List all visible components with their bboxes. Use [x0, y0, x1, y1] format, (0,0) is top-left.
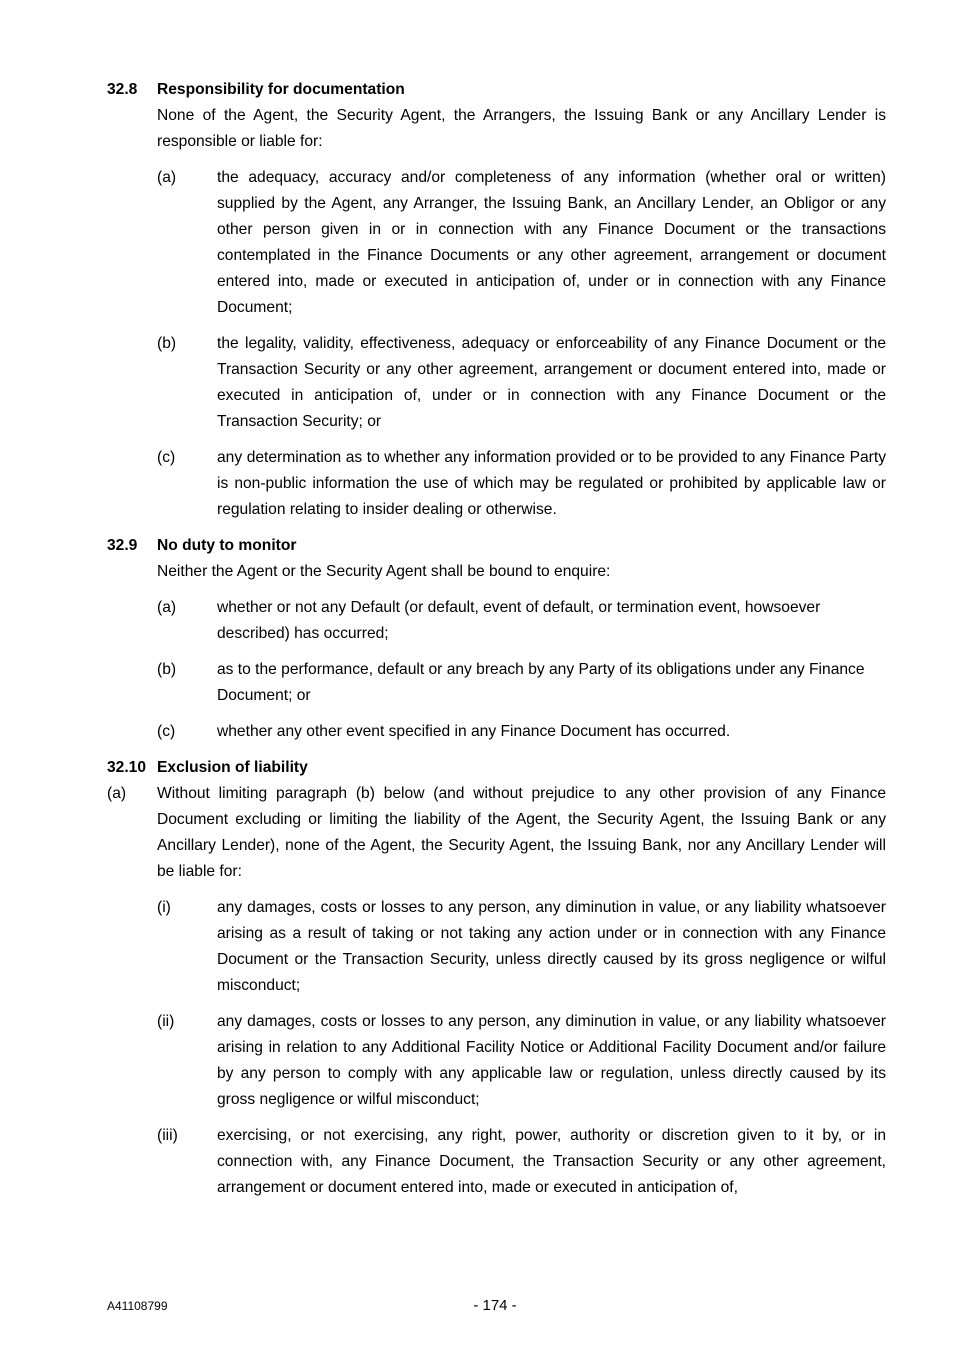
section-title: Exclusion of liability	[157, 759, 308, 776]
item-text: whether or not any Default (or default, event of default, or termination event, howsoever described) has occurred;	[217, 599, 821, 642]
section-heading-32-9	[107, 533, 296, 559]
item-text: any damages, costs or losses to any person, any diminution in value, or any liability whatsoever arising in relation to any Additional Facility Notice or Additional Facility Document and/or failure by any person to comply with any applicable law or regulation, unless directly caused by its gross negligence or wilful misconduct;	[217, 1013, 886, 1108]
item-label: (c)	[157, 449, 176, 466]
section-title: Responsibility for documentation	[157, 81, 405, 98]
item-text: the legality, validity, effectiveness, adequacy or enforceability of any Finance Document or the Transaction Security or any other agreement, arrangement or document entered into, made or executed in anticipation of, under or in connection with any Finance Document or the Transaction Security; or	[217, 335, 886, 430]
page-number: - 174 -	[473, 1297, 517, 1314]
item-text: any damages, costs or losses to any person, any diminution in value, or any liability whatsoever arising as a result of taking or not taking any action under or in connection with any Finance Document or the Transaction Security, unless directly caused by its gross negligence or wilful misconduct;	[217, 899, 886, 994]
section-heading-32-10	[107, 755, 308, 781]
item-text: whether any other event specified in any Finance Document has occurred.	[217, 723, 731, 740]
document-reference: A41108799	[107, 1299, 168, 1313]
item-label: (b)	[157, 661, 177, 678]
item-text: the adequacy, accuracy and/or completeness of any information (whether oral or written) supplied by the Agent, any Arranger, the Issuing Bank, an Ancillary Lender, an Obligor or any other person given in or in connection with any Finance Document or the transactions contemplated in the Finance Documents or any other agreement, arrangement or document entered into, made or executed in anticipation of, under or in connection with any Finance Document;	[217, 169, 886, 316]
item-text: any determination as to whether any information provided or to be provided to any Finance Party is non-public information the use of which may be regulated or prohibited by applicable law or regulation relating to insider dealing or otherwise.	[217, 449, 886, 518]
section-intro: Neither the Agent or the Security Agent shall be bound to enquire:	[157, 563, 611, 580]
section-number: 32.9	[107, 537, 138, 554]
section-intro: None of the Agent, the Security Agent, the Arrangers, the Issuing Bank or any Ancillary Lender is responsible or liable for:	[157, 107, 886, 150]
item-label: (a)	[157, 599, 177, 616]
item-label: (c)	[157, 723, 176, 740]
item-text: exercising, or not exercising, any right, power, authority or discretion given to it by, or in connection with, any Finance Document, the Transaction Security or any other agreement, arrangement or document entered into, made or executed in anticipation of,	[217, 1127, 886, 1196]
item-label: (i)	[157, 899, 171, 916]
paragraph-label: (a)	[107, 785, 127, 802]
section-number: 32.10	[107, 759, 147, 776]
item-label: (ii)	[157, 1013, 175, 1030]
item-label: (b)	[157, 335, 177, 352]
paragraph-text: Without limiting paragraph (b) below (and without prejudice to any other provision of any Finance Document excluding or limiting the liability of the Agent, the Security Agent, the Issuing Bank or any Ancillary Lender), none of the Agent, the Security Agent, the Issuing Bank, nor any Ancillary Lender will be liable for:	[157, 785, 886, 880]
section-title: No duty to monitor	[157, 537, 297, 554]
section-heading-32-8	[107, 77, 405, 103]
item-label: (iii)	[157, 1127, 178, 1144]
item-label: (a)	[157, 169, 177, 186]
section-number: 32.8	[107, 81, 138, 98]
item-text: as to the performance, default or any breach by any Party of its obligations under any Finance Document; or	[217, 661, 865, 704]
